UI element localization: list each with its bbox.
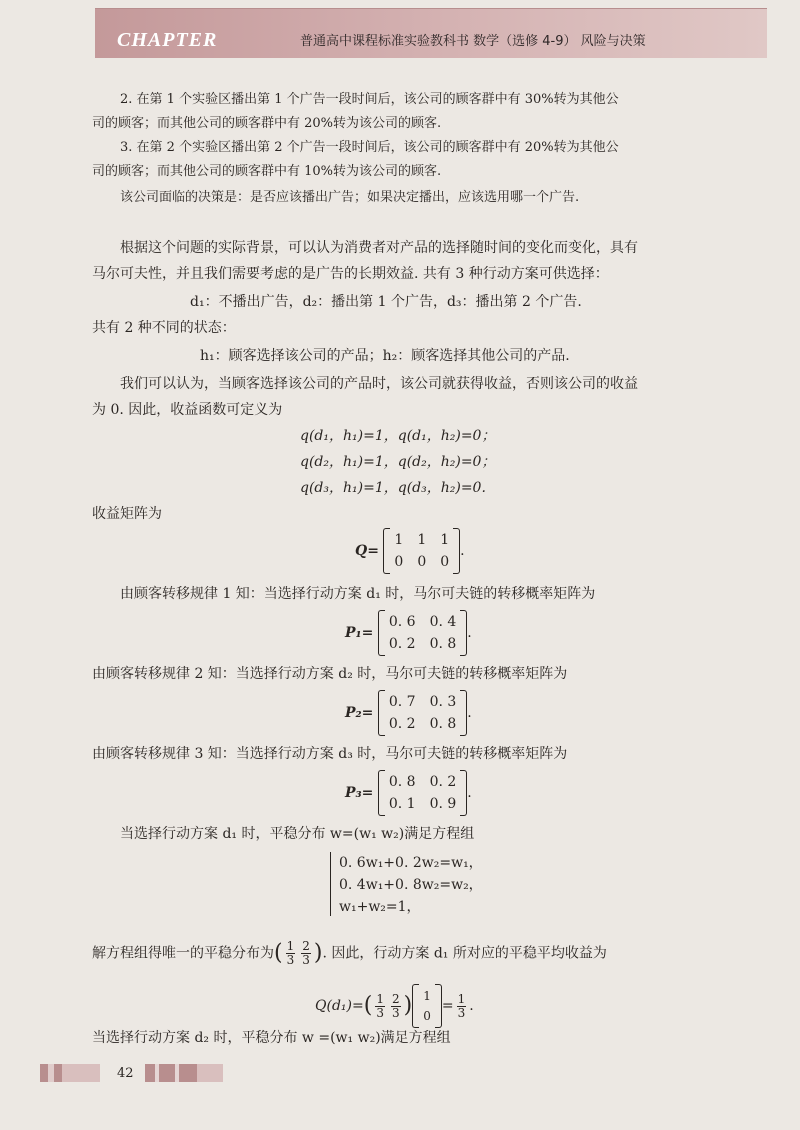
matrix-label: P₂=	[345, 705, 374, 721]
paragraph: 由顾客转移规律 2 知：当选择行动方案 d₂ 时，马尔可夫链的转移概率矩阵为	[92, 666, 568, 682]
paragraph: 当选择行动方案 d₂ 时，平稳分布 w =(w₁ w₂)满足方程组	[92, 1030, 451, 1046]
matrix-cell: 0	[394, 554, 404, 570]
payoff-equation: q(d₂，h₁)=1，q(d₂，h₂)=0；	[300, 454, 496, 470]
paragraph: 当选择行动方案 d₁ 时，平稳分布 w=(w₁ w₂)满足方程组	[120, 826, 475, 842]
paragraph: 收益矩阵为	[92, 506, 162, 522]
matrix-cell: 0. 2	[388, 716, 416, 732]
paragraph: 共有 2 种不同的状态：	[92, 320, 236, 336]
label: Q(d₁)=	[315, 998, 364, 1014]
paragraph: 司的顾客；而其他公司的顾客群中有 10%转为该公司的顾客.	[92, 164, 442, 179]
payoff-equation: q(d₁，h₁)=1，q(d₁，h₂)=0；	[300, 428, 496, 444]
matrix-body	[383, 528, 460, 574]
matrix-cell: 1	[417, 532, 427, 548]
paragraph: 根据这个问题的实际背景，可以认为消费者对产品的选择随时间的变化而变化，具有	[120, 240, 638, 256]
text: 解方程组得唯一的平稳分布为	[92, 945, 274, 962]
paragraph: 2. 在第 1 个实验区播出第 1 个广告一段时间后，该公司的顾客群中有 30%转为其他公	[120, 92, 619, 107]
matrix-Q: Q= 1 1 1 0 0 0 .	[355, 528, 465, 574]
stationary-distribution-line: 解方程组得唯一的平稳分布为( $\frac{1}{3}$ $\frac{2}{3}$ ). 因此，行动方案 d₁ 所对应的平稳平均收益为	[92, 939, 607, 967]
matrix-cell: 0. 8	[429, 636, 457, 652]
action-list: d₁：不播出广告，d₂：播出第 1 个广告，d₃：播出第 2 个广告.	[190, 294, 582, 310]
paragraph: 由顾客转移规律 3 知：当选择行动方案 d₃ 时，马尔可夫链的转移概率矩阵为	[92, 746, 568, 762]
matrix-cell: 0. 8	[388, 774, 416, 790]
chapter-label: CHAPTER	[117, 29, 218, 51]
matrix-cell: 0. 9	[429, 796, 457, 812]
equation: 0. 4w₁+0. 8w₂=w₂，	[339, 877, 483, 893]
average-payoff-equation: Q(d₁)=( $\frac{1}{3}$ $\frac{2}{3}$ ) 1 0 = $\frac{1}{3}$ .	[315, 984, 474, 1028]
fraction: $\frac{2}{3}$	[302, 939, 310, 967]
fraction: $\frac{1}{3}$	[457, 991, 466, 1020]
matrix-P1: P₁= 0. 6 0. 4 0. 2 0. 8 .	[345, 610, 472, 656]
fraction: $\frac{1}{3}$	[376, 991, 384, 1020]
equation-system	[330, 852, 483, 916]
matrix-cell: 1	[394, 532, 404, 548]
book-title: 普通高中课程标准实验教科书 数学（选修 4-9） 风险与决策	[300, 34, 646, 49]
matrix-cell: 0. 7	[388, 694, 416, 710]
paragraph: 我们可以认为，当顾客选择该公司的产品时，该公司就获得收益，否则该公司的收益	[120, 376, 638, 392]
matrix-body	[378, 610, 467, 656]
matrix-cell: 0. 3	[429, 694, 457, 710]
fraction: $\frac{2}{3}$	[391, 991, 400, 1020]
matrix-cell: 0. 1	[388, 796, 416, 812]
paragraph: 为 0. 因此，收益函数可定义为	[92, 402, 283, 418]
text: . 因此，行动方案 d₁ 所对应的平稳平均收益为	[322, 945, 607, 962]
matrix-cell: 0. 8	[429, 716, 457, 732]
matrix-body	[378, 770, 467, 816]
equation: 0. 6w₁+0. 2w₂=w₁，	[339, 855, 483, 871]
matrix-P2: P₂= 0. 7 0. 3 0. 2 0. 8 .	[345, 690, 472, 736]
column-vector: 1 0	[412, 984, 442, 1028]
matrix-cell: 0. 4	[429, 614, 457, 630]
paragraph: 该公司面临的决策是：是否应该播出广告；如果决定播出，应该选用哪一个广告.	[120, 190, 580, 205]
footer-bar-right	[145, 1064, 223, 1082]
matrix-cell: 0	[417, 554, 427, 570]
matrix-body	[378, 690, 467, 736]
matrix-cell: 0. 2	[429, 774, 457, 790]
page-number: 42	[117, 1066, 134, 1081]
matrix-label: P₁=	[345, 625, 374, 641]
matrix-label: P₃=	[345, 785, 374, 801]
paragraph: 由顾客转移规律 1 知：当选择行动方案 d₁ 时，马尔可夫链的转移概率矩阵为	[120, 586, 596, 602]
paragraph: 3. 在第 2 个实验区播出第 2 个广告一段时间后，该公司的顾客群中有 20%转为其他公	[120, 140, 619, 155]
matrix-P3: P₃= 0. 8 0. 2 0. 1 0. 9 .	[345, 770, 472, 816]
footer-bar-left	[40, 1064, 100, 1082]
matrix-cell: 0. 6	[388, 614, 416, 630]
payoff-equation: q(d₃，h₁)=1，q(d₃，h₂)=0.	[300, 480, 486, 496]
paragraph: 马尔可夫性，并且我们需要考虑的是广告的长期效益. 共有 3 种行动方案可供选择：	[92, 266, 609, 282]
matrix-cell: 0. 2	[388, 636, 416, 652]
state-list: h₁：顾客选择该公司的产品；h₂：顾客选择其他公司的产品.	[200, 348, 570, 364]
matrix-label: Q=	[355, 543, 379, 559]
paragraph: 司的顾客；而其他公司的顾客群中有 20%转为该公司的顾客.	[92, 116, 442, 131]
matrix-cell: 1	[440, 532, 450, 548]
equation: w₁+w₂=1，	[339, 899, 421, 915]
matrix-cell: 0	[440, 554, 450, 570]
fraction: $\frac{1}{3}$	[286, 939, 295, 967]
